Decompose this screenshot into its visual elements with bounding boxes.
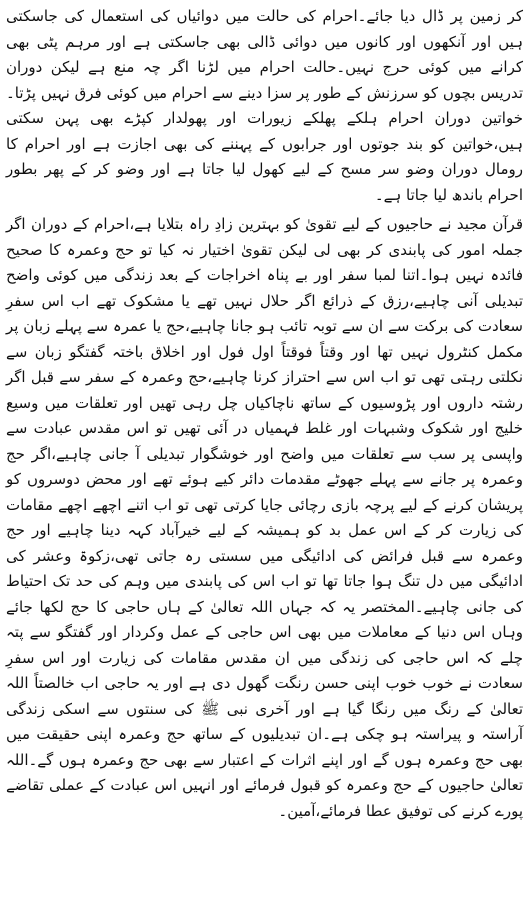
article-body [6, 4, 523, 824]
paragraph-taqwa: قرآن مجید نے حاجیوں کے لیے تقویٰ کو بہترین زادِ راہ بتلایا ہے،احرام کے دوران اگر جملہ امور کی پابندی کر بھی لی لیکن تقویٰ اختیار نہ کیا تو حج وعمرہ کا صحیح فائدہ نہیں ہوا۔اتنا لمبا سفر اور بے پناہ اخراجات کے بعد زندگی میں کوئی واضح تبدیلی آنی چاہیے،رزق کے ذرائع اگر حلال نہیں تھے یا مشکوک تھے اب اس سفرِ سعادت کی برکت سے ان سے توبہ تائب ہو جانا چاہیے،حج یا عمرہ سے پہلے زبان پر مکمل کنٹرول نہیں تھا اور وقتاً فوقتاً اول فول اور اخلاق باختہ گفتگو زبان سے نکلتی رہتی تھی تو اب اس سے احتراز کرنا چاہیے،حج وعمرہ کے سفر سے قبل اگر رشتہ داروں اور پڑوسیوں کے ساتھ ناچاکیاں چل رہی تھیں اور تعلقات میں وسیع خلیج اور شکوک وشبہات اور غلط فہمیاں در آئی تھیں تو اس مقدس عبادت سے واپسی پر سب سے تعلقات میں واضح اور خوشگوار تبدیلی آ جانی چاہیے،اگر حج وعمرہ پر جانے سے پہلے جھوٹے مقدمات دائر کیے ہوئے تھے اور محض دوسروں کو پریشان کرنے کے لیے پرچہ بازی رچائی جایا کرتی تھی تو اب اتنے اچھے اچھے مقامات کی زیارت کر کے اس عمل بد کو ہمیشہ کے لیے خیرآباد کہہ دینا چاہیے اور حج وعمرہ سے قبل فرائض کی ادائیگی میں سستی رہ جاتی تھی،زکوۃ وعشر کی ادائیگی میں دل تنگ ہوا جاتا تھا تو اب اس کی پابندی میں وہم کی حد تک احتیاط کی جانی چاہیے۔المختصر یہ کہ جہاں اللہ تعالیٰ کے ہاں حاجی کا حج لکھا جائے وہاں اس دنیا کے معاملات میں بھی اس حاجی کے عمل وکردار اور گفتگو سے پتہ چلے کہ اس حاجی کی زندگی میں ان مقدس مقامات کی زیارت اور اس سفرِ سعادت نے خوب خوب اپنی حسن رنگت گھول دی ہے اور یہ حاجی اب خالصتاً اللہ تعالیٰ کے رنگ میں رنگا گیا ہے اور آخری نبی ﷺ کی سنتوں سے اسکی زندگی آراستہ و پیراستہ ہو چکی ہے۔ان تبدیلیوں کے ساتھ حج وعمرہ اپنی حقیقت میں بھی حج وعمرہ ہوں گے اور اپنے اثرات کے اعتبار سے بھی حج وعمرہ ہوں گے۔اللہ تعالیٰ حاجیوں کے حج وعمرہ کو قبول فرمائے اور انہیں اس عبادت کے عملی تقاضے پورے کرنے کی توفیق عطا فرمائے،آمین۔ [6, 215, 523, 820]
paragraph-ihram-rules: کر زمین پر ڈال دیا جائے۔احرام کی حالت میں دوائیاں کی استعمال کی جاسکتی ہیں اور آنکھوں اور کانوں میں دوائی ڈالی بھی جاسکتی ہے اور مرہم پٹی بھی کرانے میں کوئی حرج نہیں۔حالت احرام میں لڑنا اگر چہ منع ہے لیکن دوران تدریس بچوں کو سرزنش کے طور پر سزا دینے سے احرام میں کوئی فرق نہیں پڑتا۔خواتین دوران احرام ہلکے پھلکے زیورات اور پھولدار کپڑے بھی پہن سکتی ہیں،خواتین کو بند جوتوں اور جرابوں کے پہننے کی بھی اجازت ہے اور احرام کا رومال دوران وضو سر مسح کے لیے کھول لیا جاتا ہے اور وضو کر کے پھر بطور احرام باندھ لیا جاتا ہے۔ [6, 7, 523, 204]
